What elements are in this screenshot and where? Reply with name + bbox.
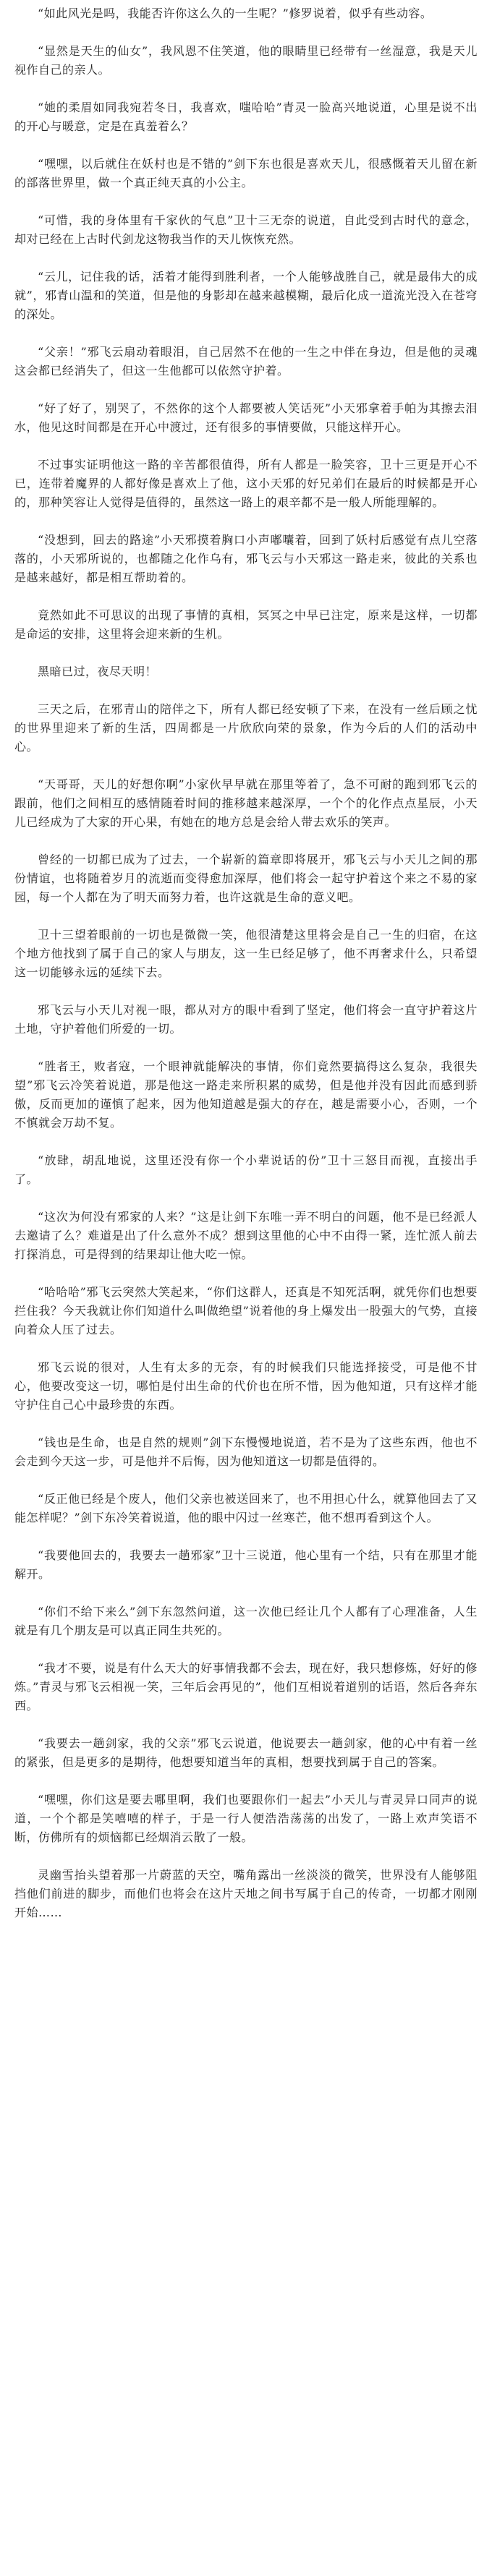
paragraph: “胜者王，败者寇，一个眼神就能解决的事情，你们竟然要搞得这么复杂，我很失望”邪飞云冷笑着说道，那是他这一路走来所积累的威势，但是他并没有因此而感到骄傲，反而更加的谨慎了起来，因为他知道越是强大的存在，越是需要小心，否则，一个不慎就会万劫不复。	[14, 1059, 478, 1130]
paragraph: “反正他已经是个废人，他们父亲也被送回来了，也不用担心什么，就算他回去了又能怎样呢？”剑下东冷笑着说道，他的眼中闪过一丝寒芒，他不想再看到这个人。	[14, 1492, 478, 1524]
paragraph: “父亲！”邪飞云扇动着眼泪，自己居然不在他的一生之中伴在身边，但是他的灵魂这会都已经消失了，但这一生他都可以依然守护着。	[14, 345, 478, 378]
paragraph: “嘿嘿，以后就住在妖村也是不错的”剑下东也很是喜欢天儿，很感慨着天儿留在新的部落世界里，做一个真正纯天真的小公主。	[14, 157, 478, 189]
paragraph: 灵幽雪抬头望着那一片蔚蓝的天空，嘴角露出一丝淡淡的微笑，世界没有人能够阻挡他们前进的脚步，而他们也将会在这片天地之间书写属于自己的传奇，一切都才刚刚开始……	[14, 1868, 478, 1919]
paragraph: 竟然如此不可思议的出现了事情的真相，冥冥之中早已注定，原来是这样，一切都是命运的安排，这里将会迎来新的生机。	[14, 608, 478, 641]
paragraph: “如此风光是吗，我能否许你这么久的一生呢？”修罗说着，似乎有些动容。	[38, 7, 433, 20]
paragraph: “我要他回去的，我要去一趟邪家”卫十三说道，他心里有一个结，只有在那里才能解开。	[14, 1548, 478, 1581]
paragraph: “哈哈哈”邪飞云突然大笑起来，“你们这群人，还真是不知死活啊，就凭你们也想要拦住我？今天我就让你们知道什么叫做绝望”说着他的身上爆发出一股强大的气势，直接向着众人压了过去。	[14, 1285, 478, 1336]
paragraph: “我要去一趟剑家，我的父亲”邪飞云说道，他说要去一趟剑家，他的心中有着一丝的紧张，但是更多的是期待，他想要知道当年的真相，想要找到属于自己的答案。	[14, 1736, 478, 1769]
paragraph: 不过事实证明他这一路的辛苦都很值得，所有人都是一脸笑容，卫十三更是开心不已，连带着魔界的人都好像是喜欢上了他，这小天邪的好兄弟们在最后的时候都是开心的，那种笑容让人觉得是值得的，虽然这一路上的艰辛都不是一般人所能理解的。	[14, 458, 478, 509]
paragraph: 邪飞云与小天儿对视一眼，都从对方的眼中看到了坚定，他们将会一直守护着这片土地，守护着他们所爱的一切。	[14, 1003, 478, 1036]
paragraph: “她的柔眉如同我宛若冬日，我喜欢，嗤哈哈”青灵一脸高兴地说道，心里是说不出的开心与暖意，定是在真羞着么？	[14, 101, 478, 133]
paragraph: “嘿嘿，你们这是要去哪里啊，我们也要跟你们一起去”小天儿与青灵异口同声的说道，一个个都是笑嘻嘻的样子，于是一行人便浩浩荡荡的出发了，一路上欢声笑语不断，仿佛所有的烦恼都已经烟消云散了一般。	[14, 1793, 478, 1844]
paragraph: 黑暗已过，夜尽天明！	[38, 665, 158, 678]
paragraph: “我才不要，说是有什么天大的好事情我都不会去，现在好，我只想修炼，好好的修炼。”青灵与邪飞云相视一笑，三年后会再见的”，他们互相说着道别的话语，然后各奔东西。	[14, 1661, 478, 1713]
paragraph: “钱也是生命，也是自然的规则”剑下东慢慢地说道，若不是为了这些东西，他也不会走到今天这一步，可是他并不后悔，因为他知道这一切都是值得的。	[14, 1436, 478, 1468]
paragraph: “放肆，胡乱地说，这里还没有你一个小辈说话的份”卫十三怒目而视，直接出手了。	[14, 1153, 478, 1186]
paragraph: “你们不给下来么”剑下东忽然问道，这一次他已经让几个人都有了心理准备，人生就是有几个朋友是可以真正同生共死的。	[14, 1605, 478, 1637]
paragraph: 邪飞云说的很对，人生有太多的无奈，有的时候我们只能选择接受，可是他不甘心，他要改变这一切，哪怕是付出生命的代价也在所不惜，因为他知道，只有这样才能守护住自己心中最珍贵的东西。	[14, 1360, 478, 1412]
paragraph: 三天之后，在邪青山的陪伴之下，所有人都已经安顿了下来，在没有一丝后顾之忧的世界里迎来了新的生活，四周都是一片欣欣向荣的景象，作为今后的人们的活动中心。	[14, 702, 478, 754]
paragraph: “没想到，回去的路途”小天邪摸着胸口小声嘟囔着，回到了妖村后感觉有点儿空落落的，小天邪所说的，也都随之化作乌有，邪飞云与小天邪这一路走来，彼此的关系也是越来越好，都是相互帮助着的。	[14, 533, 478, 584]
paragraph: “显然是天生的仙女”，我风恩不住笑道，他的眼睛里已经带有一丝湿意，我是天儿视作自己的亲人。	[14, 44, 478, 77]
paragraph: “可惜，我的身体里有千家伙的气息”卫十三无奈的说道，自此受到古时代的意念，却对已经在上古时代剑龙这物我当作的天儿恢恢充然。	[14, 213, 478, 246]
paragraph: “好了好了，别哭了，不然你的这个人都要被人笑话死”小天邪拿着手帕为其擦去泪水，他见这时间都是在开心中渡过，还有很多的事情要做，只能这样开心。	[14, 401, 478, 434]
paragraph: “这次为何没有邪家的人来？”这是让剑下东唯一弄不明白的问题，他不是已经派人去邀请了么？难道是出了什么意外不成？想到这里他的心中不由得一紧，连忙派人前去打探消息，可是得到的结果却让他大吃一惊。	[14, 1210, 478, 1261]
paragraph: 卫十三望着眼前的一切也是微微一笑，他很清楚这里将会是自己一生的归宿，在这个地方他找到了属于自己的家人与朋友，这一生已经足够了，他不再奢求什么，只希望这一切能够永远的延续下去。	[14, 928, 478, 979]
paragraph: “天哥哥，天儿的好想你啊”小家伙早早就在那里等着了，急不可耐的跑到邪飞云的跟前，他们之间相互的感情随着时间的推移越来越深厚，一个个的化作点点星辰，小天儿已经成为了大家的开心果，有她在的地方总是会给人带去欢乐的笑声。	[14, 777, 478, 829]
paragraph: “云儿，记住我的话，活着才能得到胜利者，一个人能够战胜自己，就是最伟大的成就”，邪青山温和的笑道，但是他的身影却在越来越模糊，最后化成一道流光没入在苍穹的深处。	[14, 270, 478, 321]
paragraph: 曾经的一切都已成为了过去，一个崭新的篇章即将展开，邪飞云与小天儿之间的那份情谊，也将随着岁月的流逝而变得愈加深厚，他们将会一起守护着这个来之不易的家园，每一个人都在为了明天而努力着，也许这就是生命的意义吧。	[14, 853, 478, 904]
